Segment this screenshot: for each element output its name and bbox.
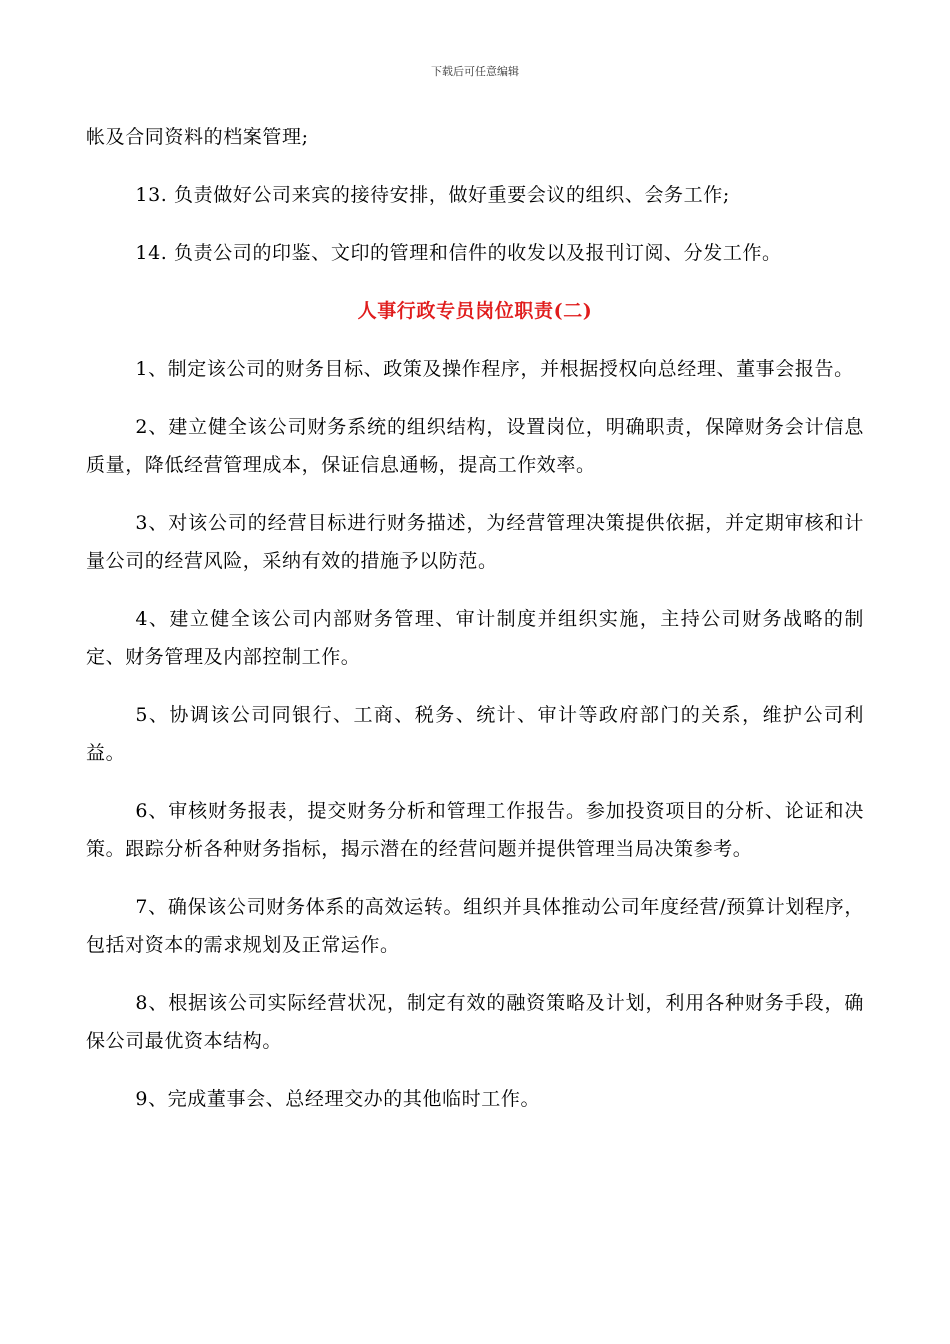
duty-item-8: 8、根据该公司实际经营状况，制定有效的融资策略及计划，利用各种财务手段，确保公司最优资本结构。: [86, 992, 864, 1052]
duty-item-5: 5、协调该公司同银行、工商、税务、统计、审计等政府部门的关系，维护公司利益。: [86, 704, 864, 764]
intro-paragraph-13: 13. 负责做好公司来宾的接待安排，做好重要会议的组织、会务工作;: [135, 184, 730, 206]
header-note: 下载后可任意编辑: [431, 65, 519, 78]
duty-item-6: 6、审核财务报表，提交财务分析和管理工作报告。参加投资项目的分析、论证和决策。跟踪分析各种财务指标，揭示潜在的经营问题并提供管理当局决策参考。: [86, 800, 864, 860]
duty-item-1: 1、制定该公司的财务目标、政策及操作程序，并根据授权向总经理、董事会报告。: [135, 358, 854, 380]
duty-item-7: 7、确保该公司财务体系的高效运转。组织并具体推动公司年度经营/预算计划程序，包括对资本的需求规划及正常运作。: [86, 896, 864, 956]
intro-paragraph-14: 14. 负责公司的印鉴、文印的管理和信件的收发以及报刊订阅、分发工作。: [135, 242, 782, 264]
duty-item-9: 9、完成董事会、总经理交办的其他临时工作。: [135, 1088, 541, 1110]
duty-item-3: 3、对该公司的经营目标进行财务描述，为经营管理决策提供依据，并定期审核和计量公司的经营风险，采纳有效的措施予以防范。: [86, 512, 864, 572]
duty-item-2: 2、建立健全该公司财务系统的组织结构，设置岗位，明确职责，保障财务会计信息质量，降低经营管理成本，保证信息通畅，提高工作效率。: [86, 416, 864, 476]
duty-item-4: 4、建立健全该公司内部财务管理、审计制度并组织实施，主持公司财务战略的制定、财务管理及内部控制工作。: [86, 608, 864, 668]
document-body: [86, 118, 864, 1138]
section-title: 人事行政专员岗位职责(二): [357, 300, 593, 322]
intro-paragraph-continued: 帐及合同资料的档案管理;: [86, 126, 309, 148]
